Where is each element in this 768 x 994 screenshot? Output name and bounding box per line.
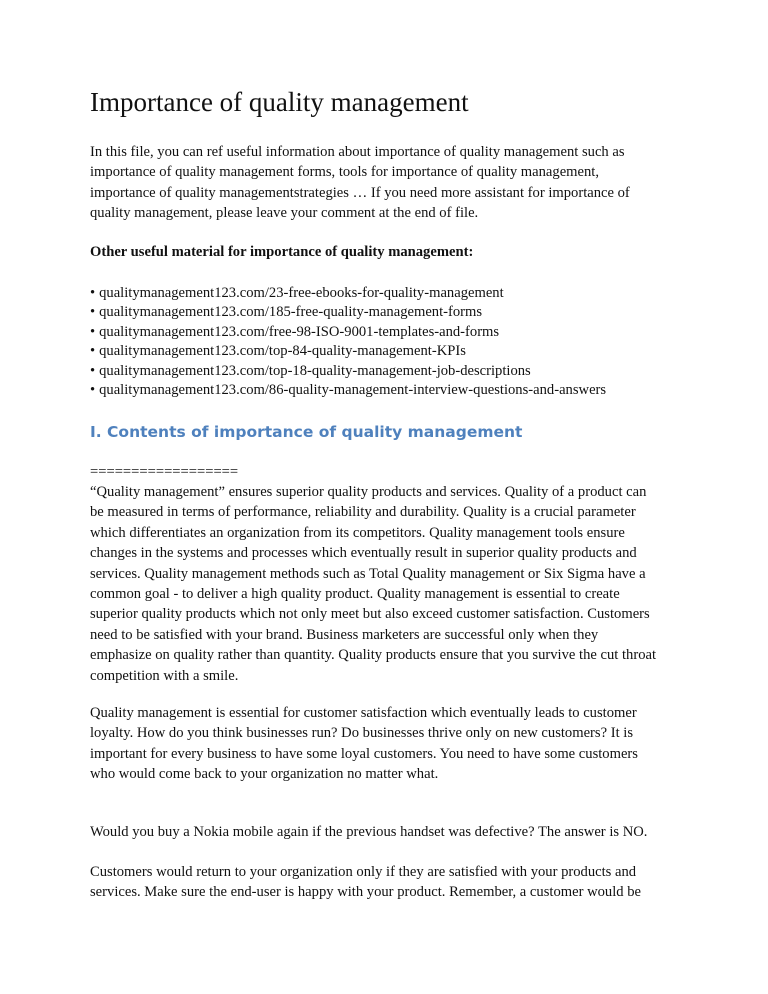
paragraph-line: services. Quality management methods such as Total Quality management or Six Sigma have a (90, 565, 646, 582)
paragraph-line: loyalty. How do you think businesses run? Do businesses thrive only on new customers? It is (90, 725, 634, 742)
link-text[interactable]: qualitymanagement123.com/top-84-quality-management-KPIs (99, 343, 466, 360)
section-heading: I. Contents of importance of quality management (90, 423, 523, 441)
paragraph-line: which differentiates an organization from its competitors. Quality management tools ensure (90, 524, 625, 541)
paragraph-line: competition with a smile. (90, 667, 239, 684)
paragraph-line: Would you buy a Nokia mobile again if the previous handset was defective? The answer is NO. (90, 824, 648, 840)
paragraph-line: who would come back to your organization no matter what. (90, 766, 439, 783)
paragraph-line: changes in the systems and processes which eventually result in superior quality products and (90, 545, 637, 562)
paragraph-quality-management (90, 482, 690, 686)
useful-material-heading: Other useful material for importance of quality management: (90, 244, 474, 260)
paragraph-customers-return (90, 862, 690, 903)
link-text[interactable]: qualitymanagement123.com/top-18-quality-management-job-descriptions (99, 362, 531, 379)
link-item[interactable] (90, 381, 606, 400)
paragraph-nokia (90, 822, 690, 842)
paragraph-line: common goal - to deliver a high quality product. Quality management is essential to create (90, 586, 620, 603)
intro-line: In this file, you can ref useful information about importance of quality management such as (90, 144, 625, 160)
paragraph-line: Quality management is essential for customer satisfaction which eventually leads to customer (90, 705, 637, 721)
paragraph-line: emphasize on quality rather than quantity. Quality products ensure that you survive the cut throat (90, 647, 657, 664)
paragraph-line: need to be satisfied with your brand. Business marketers are successful only when they (90, 626, 599, 643)
link-text[interactable]: qualitymanagement123.com/86-quality-management-interview-questions-and-answers (99, 382, 607, 399)
link-item[interactable] (90, 362, 606, 381)
paragraph-line: superior quality products which not only meet but also exceed customer satisfaction. Customers (90, 606, 650, 623)
link-item[interactable] (90, 323, 606, 342)
paragraph-line: be measured in terms of performance, reliability and durability. Quality is a crucial parameter (90, 504, 636, 521)
link-item[interactable] (90, 284, 606, 303)
link-text[interactable]: qualitymanagement123.com/23-free-ebooks-for-quality-management (99, 285, 504, 301)
useful-links-list (90, 284, 606, 400)
intro-line: quality management, please leave your comment at the end of file. (90, 205, 479, 222)
separator-line: ================== (90, 464, 239, 480)
paragraph-line: “Quality management” ensures superior quality products and services. Quality of a product can (90, 484, 647, 500)
intro-paragraph (90, 142, 690, 224)
intro-line: importance of quality management forms, tools for importance of quality management, (90, 164, 600, 181)
paragraph-line: Customers would return to your organization only if they are satisfied with your products and (90, 864, 637, 880)
link-text[interactable]: qualitymanagement123.com/free-98-ISO-9001-templates-and-forms (99, 323, 500, 340)
paragraph-line: important for every business to have some loyal customers. You need to have some customers (90, 745, 638, 762)
paragraph-line: services. Make sure the end-user is happy with your product. Remember, a customer would be (90, 884, 641, 901)
intro-line: importance of quality managementstrategies … If you need more assistant for importance of (90, 184, 630, 201)
paragraph-customer-loyalty (90, 703, 690, 785)
link-text[interactable]: qualitymanagement123.com/185-free-quality-management-forms (99, 304, 483, 321)
link-item[interactable] (90, 303, 606, 322)
document-title: Importance of quality management (90, 87, 469, 117)
link-item[interactable] (90, 342, 606, 361)
